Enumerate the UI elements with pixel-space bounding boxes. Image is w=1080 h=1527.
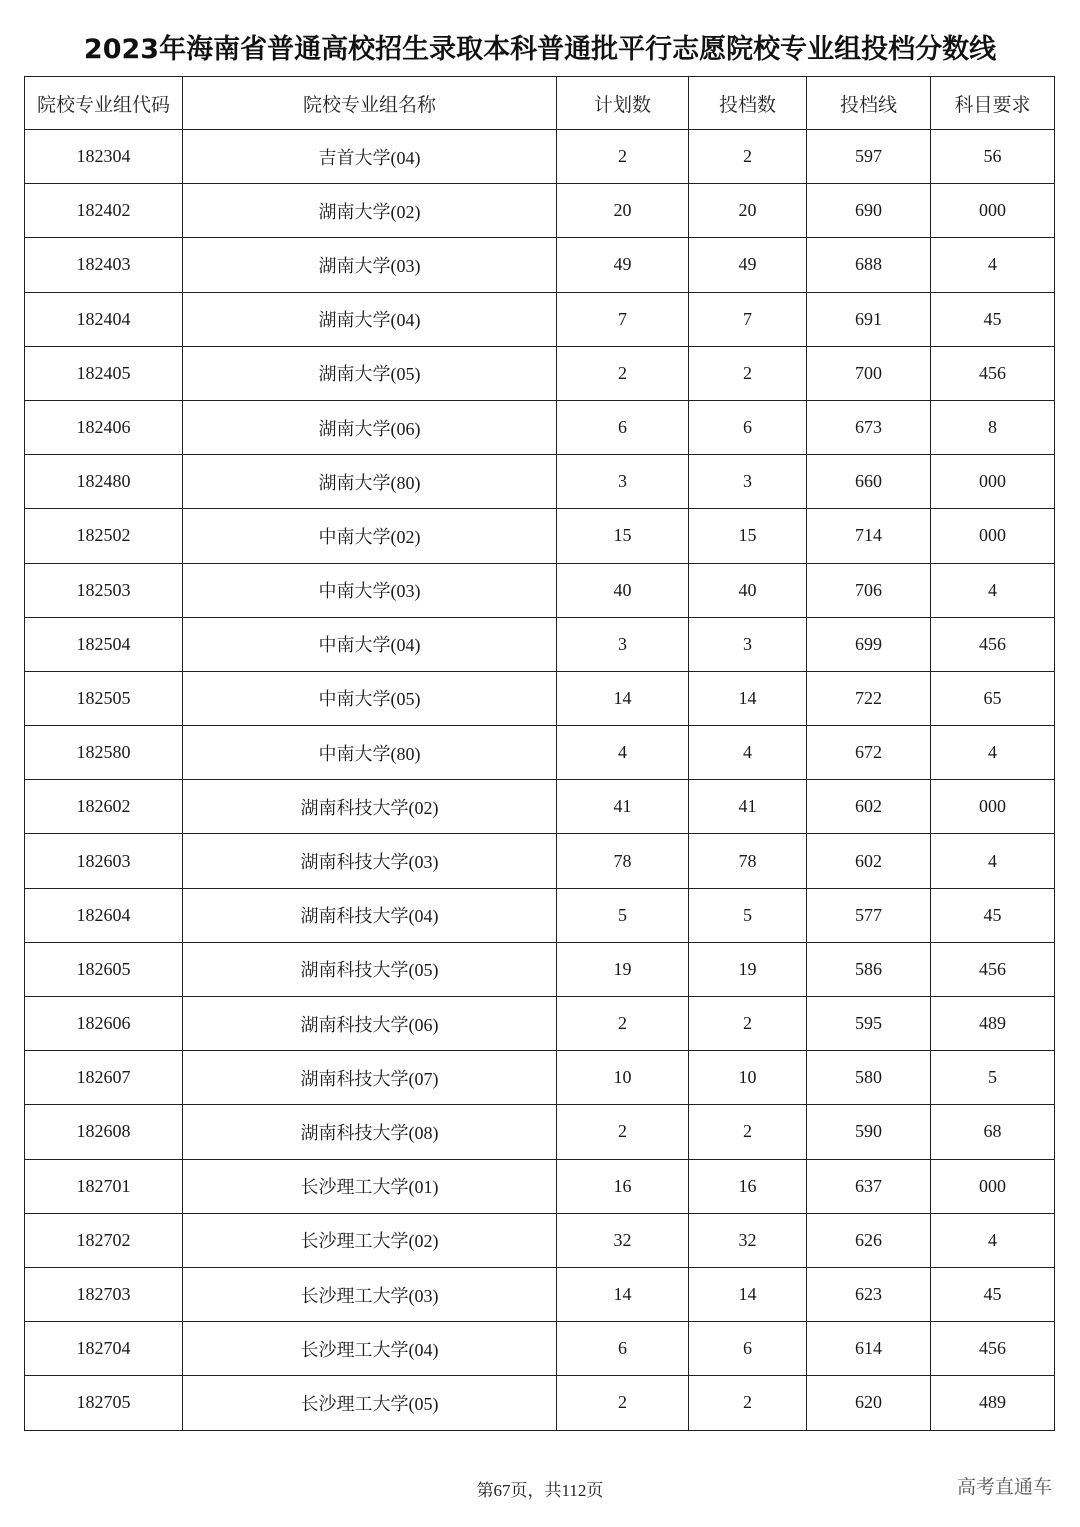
cell-filed-count: 6 — [689, 1322, 807, 1376]
cell-group-code: 182480 — [25, 455, 183, 509]
table-row — [25, 780, 1055, 834]
cell-cutoff-score: 614 — [807, 1322, 931, 1376]
cell-subject-requirement: 456 — [931, 942, 1055, 996]
cell-plan-count: 15 — [557, 509, 689, 563]
cell-group-code: 182402 — [25, 184, 183, 238]
cell-group-name: 湖南大学(02) — [183, 184, 557, 238]
cell-plan-count: 2 — [557, 346, 689, 400]
cell-filed-count: 19 — [689, 942, 807, 996]
cell-group-name: 湖南大学(04) — [183, 292, 557, 346]
table-row — [25, 1051, 1055, 1105]
cell-cutoff-score: 690 — [807, 184, 931, 238]
cell-cutoff-score: 714 — [807, 509, 931, 563]
cell-subject-requirement: 4 — [931, 1213, 1055, 1267]
cell-filed-count: 14 — [689, 1267, 807, 1321]
table-row — [25, 671, 1055, 725]
cell-group-code: 182503 — [25, 563, 183, 617]
cell-subject-requirement: 45 — [931, 888, 1055, 942]
cell-cutoff-score: 673 — [807, 400, 931, 454]
cell-subject-requirement: 8 — [931, 400, 1055, 454]
cell-group-name: 中南大学(80) — [183, 726, 557, 780]
cell-group-name: 长沙理工大学(01) — [183, 1159, 557, 1213]
cell-filed-count: 49 — [689, 238, 807, 292]
cell-subject-requirement: 65 — [931, 671, 1055, 725]
cell-plan-count: 19 — [557, 942, 689, 996]
cell-plan-count: 10 — [557, 1051, 689, 1105]
cell-group-code: 182607 — [25, 1051, 183, 1105]
table-row — [25, 834, 1055, 888]
cell-filed-count: 40 — [689, 563, 807, 617]
cell-filed-count: 3 — [689, 455, 807, 509]
header-filed-count: 投档数 — [689, 77, 807, 130]
cell-subject-requirement: 5 — [931, 1051, 1055, 1105]
header-row — [25, 77, 1055, 130]
cell-group-code: 182705 — [25, 1376, 183, 1430]
cell-group-code: 182603 — [25, 834, 183, 888]
cell-plan-count: 6 — [557, 400, 689, 454]
cell-group-code: 182304 — [25, 130, 183, 184]
cell-filed-count: 6 — [689, 400, 807, 454]
table-row — [25, 1105, 1055, 1159]
cell-plan-count: 14 — [557, 1267, 689, 1321]
cell-group-name: 长沙理工大学(05) — [183, 1376, 557, 1430]
cell-cutoff-score: 691 — [807, 292, 931, 346]
cell-group-name: 湖南科技大学(03) — [183, 834, 557, 888]
cell-filed-count: 14 — [689, 671, 807, 725]
cell-group-name: 长沙理工大学(03) — [183, 1267, 557, 1321]
page-title: 2023年海南省普通高校招生录取本科普通批平行志愿院校专业组投档分数线 — [83, 34, 997, 65]
table-row — [25, 888, 1055, 942]
table-row — [25, 1159, 1055, 1213]
cell-cutoff-score: 660 — [807, 455, 931, 509]
cell-group-code: 182504 — [25, 617, 183, 671]
cell-group-name: 吉首大学(04) — [183, 130, 557, 184]
cell-subject-requirement: 000 — [931, 1159, 1055, 1213]
table-row — [25, 1376, 1055, 1430]
cell-cutoff-score: 577 — [807, 888, 931, 942]
table-row — [25, 1267, 1055, 1321]
header-subject-requirement: 科目要求 — [931, 77, 1055, 130]
table-body — [25, 130, 1055, 1431]
cell-plan-count: 2 — [557, 1376, 689, 1430]
cell-plan-count: 49 — [557, 238, 689, 292]
cell-subject-requirement: 000 — [931, 509, 1055, 563]
cell-group-code: 182505 — [25, 671, 183, 725]
table-row — [25, 942, 1055, 996]
cell-group-code: 182404 — [25, 292, 183, 346]
cell-cutoff-score: 706 — [807, 563, 931, 617]
cell-filed-count: 4 — [689, 726, 807, 780]
cell-plan-count: 16 — [557, 1159, 689, 1213]
cell-subject-requirement: 000 — [931, 455, 1055, 509]
cell-subject-requirement: 456 — [931, 1322, 1055, 1376]
cell-group-name: 中南大学(02) — [183, 509, 557, 563]
cell-cutoff-score: 688 — [807, 238, 931, 292]
cell-subject-requirement: 4 — [931, 834, 1055, 888]
cell-subject-requirement: 4 — [931, 238, 1055, 292]
cell-group-name: 湖南大学(80) — [183, 455, 557, 509]
cell-cutoff-score: 595 — [807, 997, 931, 1051]
watermark-text: 高考直通车 — [956, 1476, 1052, 1498]
cell-subject-requirement: 4 — [931, 726, 1055, 780]
cell-subject-requirement: 489 — [931, 1376, 1055, 1430]
cell-filed-count: 2 — [689, 997, 807, 1051]
cell-cutoff-score: 700 — [807, 346, 931, 400]
header-group-code: 院校专业组代码 — [25, 77, 183, 130]
cell-subject-requirement: 56 — [931, 130, 1055, 184]
cell-group-code: 182703 — [25, 1267, 183, 1321]
cell-filed-count: 41 — [689, 780, 807, 834]
cell-group-code: 182502 — [25, 509, 183, 563]
cell-plan-count: 40 — [557, 563, 689, 617]
cell-group-code: 182608 — [25, 1105, 183, 1159]
cell-plan-count: 32 — [557, 1213, 689, 1267]
table-row — [25, 997, 1055, 1051]
cell-group-name: 长沙理工大学(04) — [183, 1322, 557, 1376]
cell-group-code: 182606 — [25, 997, 183, 1051]
cell-cutoff-score: 580 — [807, 1051, 931, 1105]
cell-group-name: 湖南科技大学(06) — [183, 997, 557, 1051]
cell-group-name: 湖南大学(03) — [183, 238, 557, 292]
cell-group-code: 182702 — [25, 1213, 183, 1267]
cell-group-name: 中南大学(04) — [183, 617, 557, 671]
cell-plan-count: 4 — [557, 726, 689, 780]
table-row — [25, 400, 1055, 454]
cell-group-code: 182605 — [25, 942, 183, 996]
cell-cutoff-score: 602 — [807, 834, 931, 888]
cell-subject-requirement: 45 — [931, 292, 1055, 346]
cell-subject-requirement: 456 — [931, 617, 1055, 671]
table-row — [25, 130, 1055, 184]
cell-plan-count: 78 — [557, 834, 689, 888]
header-plan-count: 计划数 — [557, 77, 689, 130]
cell-group-name: 湖南科技大学(04) — [183, 888, 557, 942]
cell-filed-count: 20 — [689, 184, 807, 238]
cell-subject-requirement: 45 — [931, 1267, 1055, 1321]
table-row — [25, 292, 1055, 346]
cell-plan-count: 5 — [557, 888, 689, 942]
cell-group-name: 湖南大学(06) — [183, 400, 557, 454]
table-header — [25, 77, 1055, 130]
cell-filed-count: 2 — [689, 130, 807, 184]
header-cutoff-score: 投档线 — [807, 77, 931, 130]
cell-filed-count: 2 — [689, 1105, 807, 1159]
cell-filed-count: 10 — [689, 1051, 807, 1105]
table-row — [25, 346, 1055, 400]
cell-group-name: 长沙理工大学(02) — [183, 1213, 557, 1267]
cell-subject-requirement: 456 — [931, 346, 1055, 400]
cell-subject-requirement: 000 — [931, 184, 1055, 238]
cell-plan-count: 2 — [557, 997, 689, 1051]
cell-group-name: 湖南科技大学(02) — [183, 780, 557, 834]
cell-filed-count: 2 — [689, 346, 807, 400]
cell-filed-count: 7 — [689, 292, 807, 346]
header-group-name: 院校专业组名称 — [183, 77, 557, 130]
cell-cutoff-score: 722 — [807, 671, 931, 725]
cell-group-name: 湖南大学(05) — [183, 346, 557, 400]
cell-cutoff-score: 620 — [807, 1376, 931, 1430]
cell-filed-count: 16 — [689, 1159, 807, 1213]
cell-plan-count: 2 — [557, 130, 689, 184]
cell-plan-count: 20 — [557, 184, 689, 238]
cell-plan-count: 3 — [557, 617, 689, 671]
cell-cutoff-score: 626 — [807, 1213, 931, 1267]
cell-group-code: 182405 — [25, 346, 183, 400]
cell-group-code: 182704 — [25, 1322, 183, 1376]
cell-group-name: 湖南科技大学(08) — [183, 1105, 557, 1159]
table-row — [25, 726, 1055, 780]
cell-group-name: 中南大学(03) — [183, 563, 557, 617]
cell-subject-requirement: 4 — [931, 563, 1055, 617]
cell-plan-count: 6 — [557, 1322, 689, 1376]
cell-filed-count: 2 — [689, 1376, 807, 1430]
cell-plan-count: 14 — [557, 671, 689, 725]
cell-group-name: 湖南科技大学(07) — [183, 1051, 557, 1105]
cell-plan-count: 3 — [557, 455, 689, 509]
cell-filed-count: 5 — [689, 888, 807, 942]
table-row — [25, 509, 1055, 563]
cell-cutoff-score: 699 — [807, 617, 931, 671]
cell-plan-count: 7 — [557, 292, 689, 346]
cell-group-code: 182604 — [25, 888, 183, 942]
table-row — [25, 184, 1055, 238]
admission-score-table — [24, 76, 1055, 1431]
table-row — [25, 1322, 1055, 1376]
cell-filed-count: 32 — [689, 1213, 807, 1267]
table-row — [25, 238, 1055, 292]
cell-cutoff-score: 672 — [807, 726, 931, 780]
cell-cutoff-score: 586 — [807, 942, 931, 996]
cell-group-name: 中南大学(05) — [183, 671, 557, 725]
cell-cutoff-score: 623 — [807, 1267, 931, 1321]
table-row — [25, 1213, 1055, 1267]
table-row — [25, 455, 1055, 509]
cell-subject-requirement: 68 — [931, 1105, 1055, 1159]
table-row — [25, 563, 1055, 617]
cell-cutoff-score: 597 — [807, 130, 931, 184]
page-number: 第67页，共112页 — [476, 1481, 604, 1500]
cell-filed-count: 3 — [689, 617, 807, 671]
cell-cutoff-score: 590 — [807, 1105, 931, 1159]
cell-subject-requirement: 489 — [931, 997, 1055, 1051]
cell-plan-count: 41 — [557, 780, 689, 834]
cell-group-code: 182406 — [25, 400, 183, 454]
cell-filed-count: 15 — [689, 509, 807, 563]
cell-subject-requirement: 000 — [931, 780, 1055, 834]
table-row — [25, 617, 1055, 671]
cell-cutoff-score: 602 — [807, 780, 931, 834]
cell-group-code: 182602 — [25, 780, 183, 834]
cell-group-code: 182580 — [25, 726, 183, 780]
cell-group-code: 182701 — [25, 1159, 183, 1213]
cell-filed-count: 78 — [689, 834, 807, 888]
cell-group-name: 湖南科技大学(05) — [183, 942, 557, 996]
cell-group-code: 182403 — [25, 238, 183, 292]
cell-cutoff-score: 637 — [807, 1159, 931, 1213]
cell-plan-count: 2 — [557, 1105, 689, 1159]
